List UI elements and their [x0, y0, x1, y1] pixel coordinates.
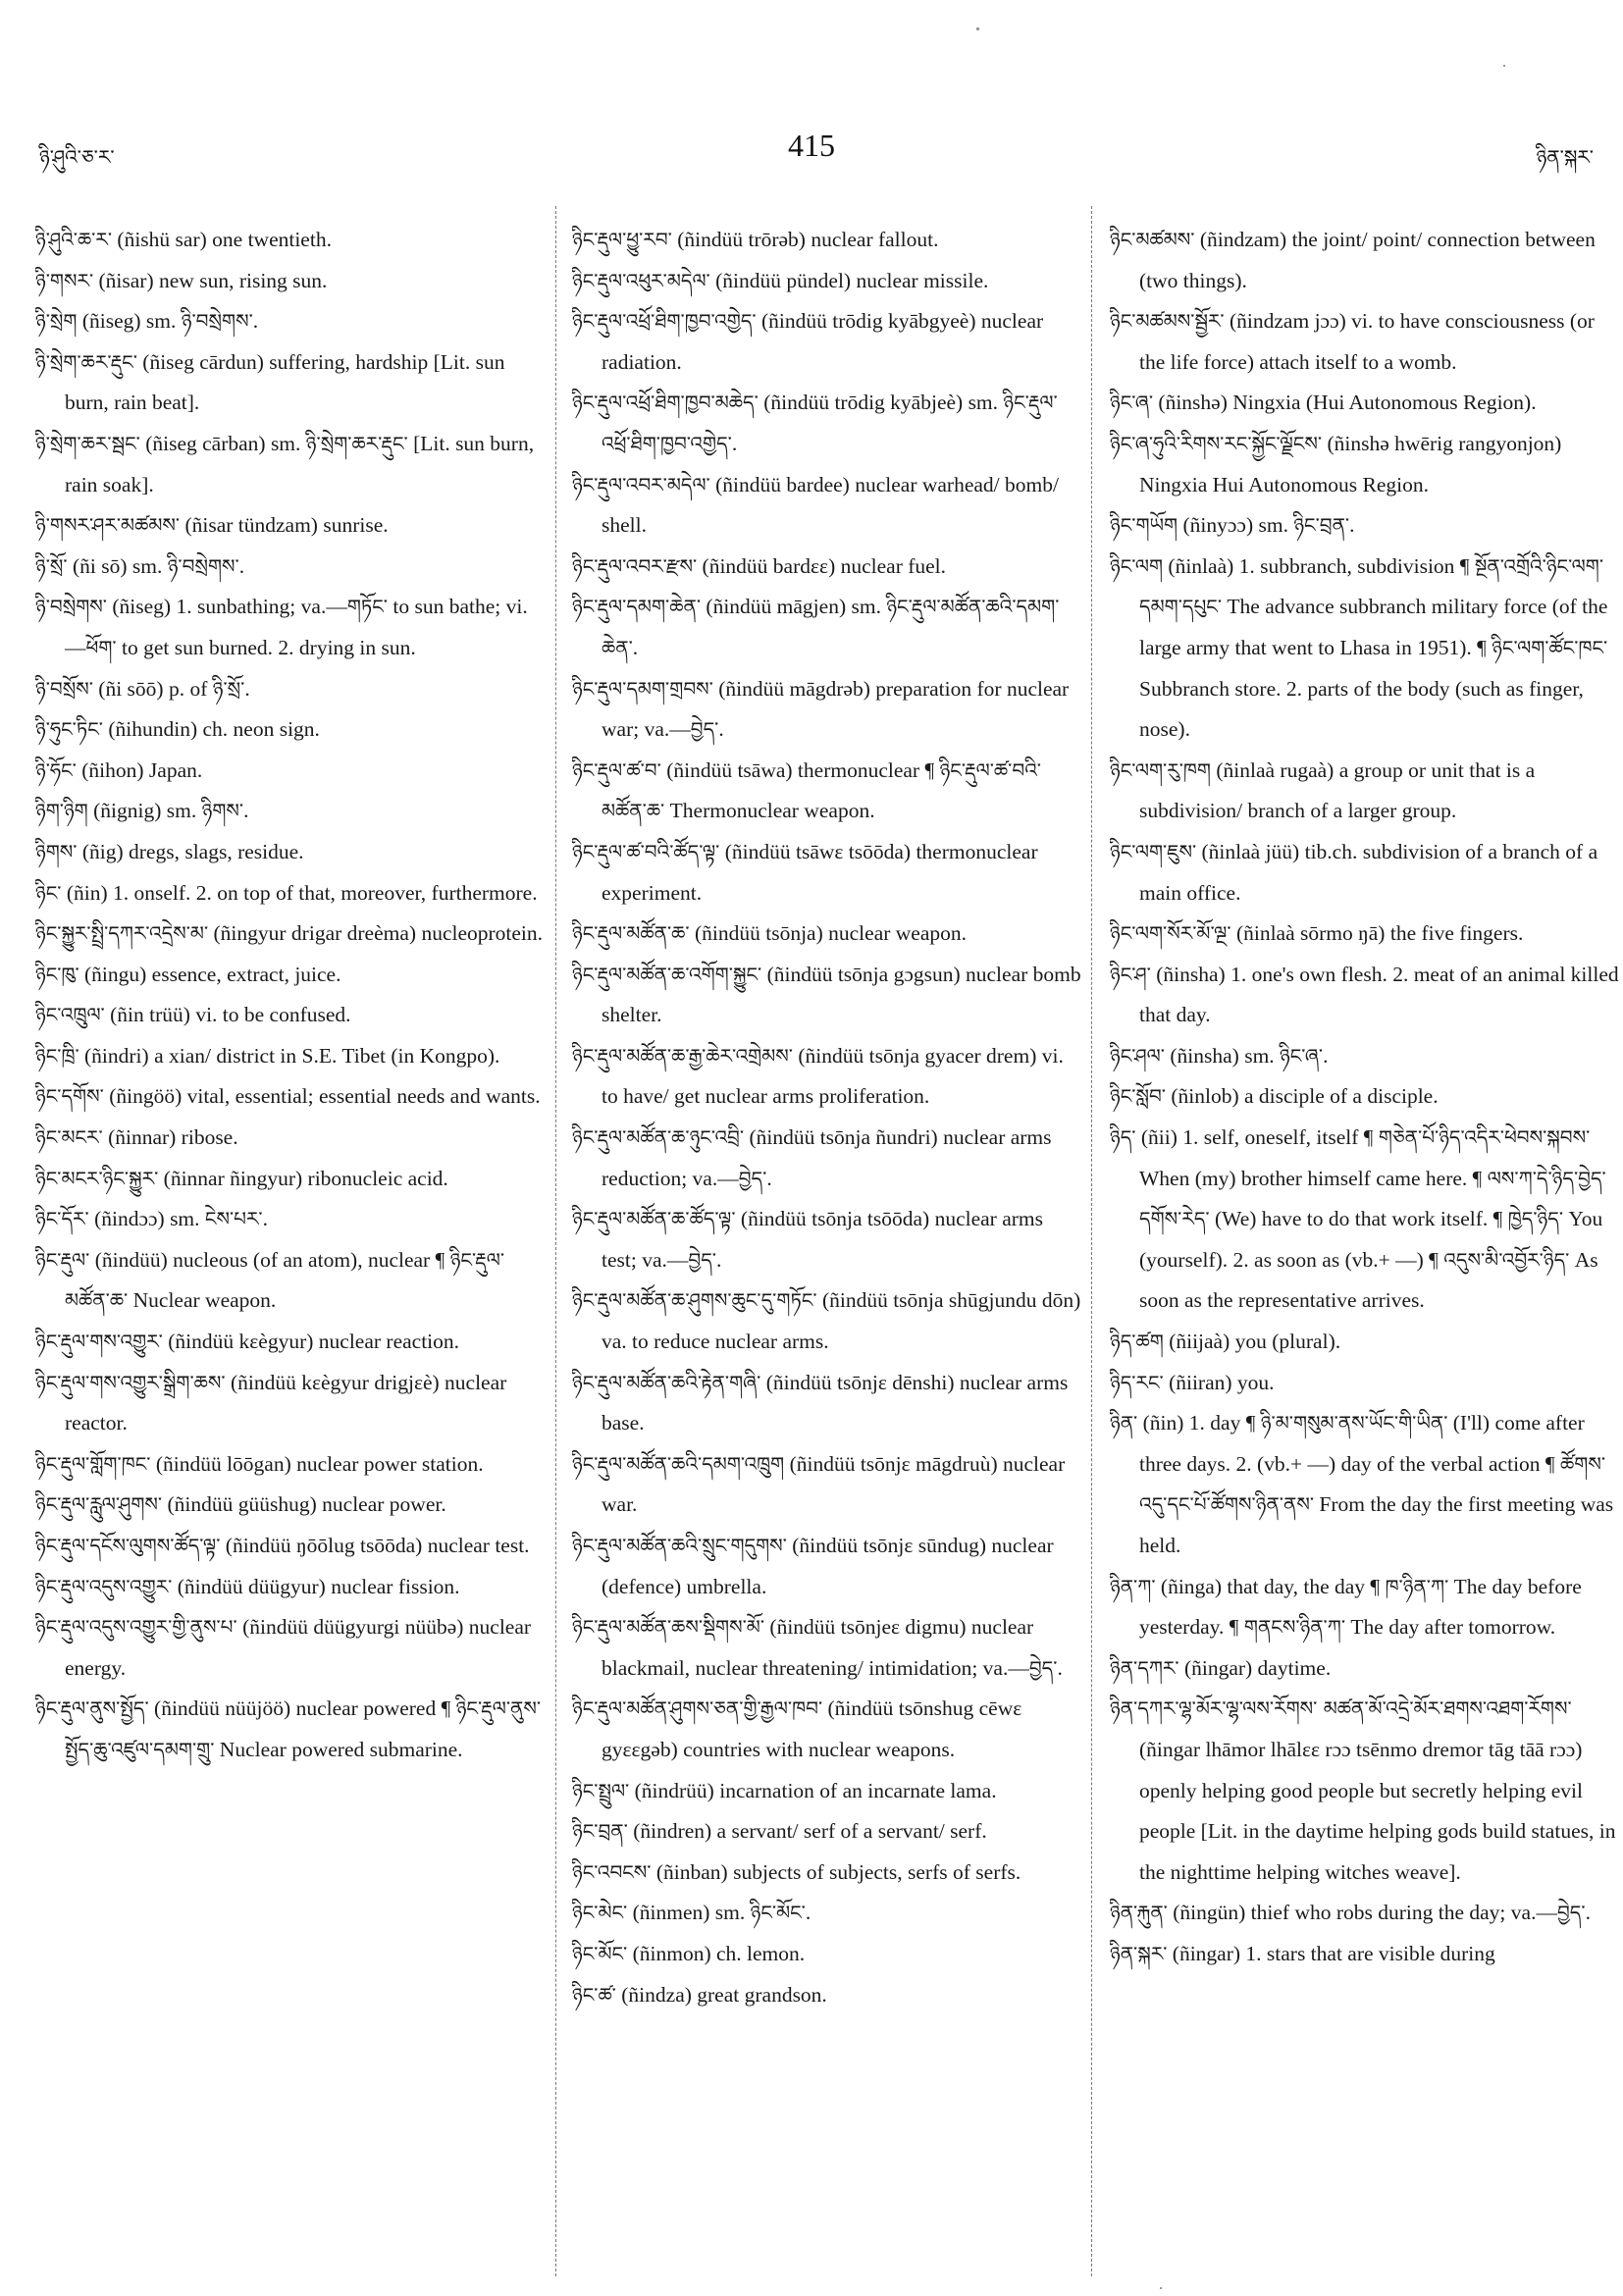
- scan-speck: [976, 27, 979, 30]
- dictionary-entry: ཉིང་རྡུལ་མཚོན་ཆའི་དམག་འཁྲུག (ñindüü tsōnjɛ māgdruù) nuclear war.: [572, 1451, 1066, 1517]
- dictionary-entry: ཉིང་རྡུལ་ (ñindüü) nucleous (of an atom), nuclear ¶ ཉིང་རྡུལ་མཚོན་ཆ་ Nuclear weapon.: [35, 1247, 505, 1313]
- dictionary-entry: ཉིང་རྡུལ་དམག་གྲབས་ (ñindüü māgdrəb) preparation for nuclear war; va.—བྱེད་.: [572, 676, 1070, 742]
- dictionary-entry: ཉིང་སྤྲུལ་ (ñindrüü) incarnation of an incarnate lama.: [572, 1778, 997, 1802]
- dictionary-entry: ཉི་གསར་ཤར་མཚམས་ (ñisar tündzam) sunrise.: [35, 513, 389, 538]
- dictionary-entry: ཉིང་རྡུལ་མཚོན་ཆ་ཤུགས་ཆུང་དུ་གཏོང་ (ñindüü tsōnja shūgjundu dōn) va. to reduce nuclear arms.: [572, 1288, 1081, 1354]
- dictionary-entry: ཉིང་ཚ་ (ñindza) great grandson.: [572, 1982, 827, 2007]
- dictionary-entry: ཉིང་མོང་ (ñinmon) ch. lemon.: [572, 1941, 806, 1965]
- dictionary-entry: ཉིང་སློབ་ (ñinlob) a disciple of a disciple.: [1110, 1084, 1439, 1109]
- dictionary-entry: ཉིན་སྐར་ (ñingar) 1. stars that are visible during: [1110, 1941, 1495, 1965]
- dictionary-entry: ཉིང་ལག་ཇུས་ (ñinlaà jüü) tib.ch. subdivision of a branch of a main office.: [1110, 839, 1598, 905]
- dictionary-entry: ཉིང་ལག (ñinlaà) 1. subbranch, subdivision ¶ སྔོན་འགྲོའི་ཉིང་ལག་དམག་དཔུང་ The advance subbranch military force (of the large army that went to Lhasa in 1951). ¶ ཉིང་ལག་ཚོང་ཁང་ Subbranch store. 2. parts of the body (such as finger, nose).: [1110, 553, 1608, 742]
- dictionary-entry: ཉིང་མཚམས་ (ñindzam) the joint/ point/ connection between (two things).: [1110, 228, 1596, 292]
- running-head-right: ཉིན་སྐར་: [1536, 145, 1594, 169]
- dictionary-entry: ཉིག་ཉིག (ñignig) sm. ཉིགས་.: [35, 799, 249, 823]
- dictionary-entry: ཉིན་དཀར་ (ñingar) daytime.: [1110, 1655, 1332, 1680]
- dictionary-entry: ཉིང་མངར་ཉིང་སྐྱུར་ (ñinnar ñingyur) ribonucleic acid.: [35, 1166, 448, 1190]
- dictionary-entry: ཉི་གསར་ (ñisar) new sun, rising sun.: [35, 268, 328, 292]
- dictionary-entry: ཉིང་རྡུལ་མཚོན་ཆ་རྒྱ་ཆེར་འགྲེམས་ (ñindüü tsōnja gyacer drem) vi. to have/ get nuclear arms proliferation.: [572, 1043, 1064, 1109]
- dictionary-entry: ཉིང་རྡུལ་གློག་ཁང་ (ñindüü lōōgan) nuclear power station.: [35, 1451, 484, 1476]
- entry-column-2: [572, 220, 1082, 2270]
- dictionary-entry: ཉིང་སྐྱུར་སྤྲི་དཀར་འདྲེས་མ་ (ñingyur drigar dreèma) nucleoprotein.: [35, 921, 544, 946]
- dictionary-entry: ཉིང་རྡུལ་གས་འགྱུར་ (ñindüü kɛègyur) nuclear reaction.: [35, 1330, 460, 1354]
- dictionary-entry: ཉིང་རྡུལ་འདུས་འགྱུར་ (ñindüü düügyur) nuclear fission.: [35, 1574, 460, 1598]
- dictionary-entry: ཉིད་ (ñii) 1. self, oneself, itself ¶ གཅེན་པོ་ཉིད་འདིར་ཕེབས་སྐབས་ When (my) brother himself came here. ¶ ལས་ཀ་དེ་ཉིད་བྱེད་དགོས་རེད་ (We) have to do that work itself. ¶ ཁྱེད་ཉིད་ You (yourself). 2. as soon as (vb.+ —) ¶ འདུས་མི་འབྱོར་ཉིད་ As soon as the representative arrives.: [1110, 1125, 1606, 1313]
- dictionary-entry: ཉིང་ཤལ་ (ñinsha) sm. ཉིང་ཞ་.: [1110, 1043, 1329, 1068]
- dictionary-entry: ཉིང་རྡུལ་མཚོན་ཆའི་སྲུང་གདུགས་ (ñindüü tsōnjɛ sūndug) nuclear (defence) umbrella.: [572, 1534, 1054, 1598]
- column-divider: [555, 206, 556, 2276]
- dictionary-entry: ཉིད་ཚག (ñiijaà) you (plural).: [1110, 1330, 1341, 1354]
- dictionary-entry: ཉིང་ (ñin) 1. onself. 2. on top of that, moreover, furthermore.: [35, 880, 538, 905]
- dictionary-entry: ཉིང་རྡུལ་ནུས་སྤྱོད་ (ñindüü nüüjöö) nuclear powered ¶ ཉིང་རྡུལ་ནུས་སྤྱོད་ཆུ་འཛུལ་དམག་གྲུ་ Nuclear powered submarine.: [35, 1696, 542, 1761]
- dictionary-entry: ཉིང་བྲན་ (ñindren) a servant/ serf of a servant/ serf.: [572, 1819, 987, 1844]
- scan-speck: [1503, 65, 1505, 67]
- dictionary-entry: ཉིང་རྡུལ་འཕྲོ་ཐིག་ཁྱབ་འགྱེད་ (ñindüü trōdig kyābgyeè) nuclear radiation.: [572, 309, 1044, 374]
- dictionary-entry: ཉི་ཧུང་ཏིང་ (ñihundin) ch. neon sign.: [35, 717, 320, 742]
- dictionary-entry: ཉིང་རྡུལ་འདུས་འགྱུར་གྱི་ནུས་པ་ (ñindüü düügyurgi nüübə) nuclear energy.: [35, 1615, 532, 1680]
- dictionary-entry: ཉིང་རྡུལ་མཚོན་ཆའི་རྟེན་གཞི་ (ñindüü tsōnjɛ dēnshi) nuclear arms base.: [572, 1370, 1069, 1435]
- dictionary-entry: ཉིང་རྡུལ་དམག་ཆེན་ (ñindüü māgjen) sm. ཉིང་རྡུལ་མཚོན་ཆའི་དམག་ཆེན་.: [572, 595, 1060, 659]
- dictionary-entry: ཉིང་ཤ་ (ñinsha) 1. one's own flesh. 2. meat of an animal killed that day.: [1110, 962, 1619, 1027]
- dictionary-entry: ཉིང་ཁུ་ (ñingu) essence, extract, juice.: [35, 962, 341, 986]
- dictionary-entry: ཉི་ཧོང་ (ñihon) Japan.: [35, 757, 203, 782]
- entry-column-1: [35, 220, 544, 2270]
- dictionary-entry: ཉིང་རྡུལ་དངོས་ལུགས་ཚོད་ལྟ་ (ñindüü ŋōōlug tsōōda) nuclear test.: [35, 1534, 530, 1557]
- dictionary-entry: ཉིང་དགོས་ (ñingöö) vital, essential; essential needs and wants.: [35, 1084, 541, 1109]
- dictionary-entry: ཉི་བསྲོས་ (ñi sōō) p. of ཉི་སྲོ་.: [35, 676, 250, 701]
- dictionary-entry: ཉིན་ (ñin) 1. day ¶ ཉི་མ་གསུམ་ནས་ཡོང་གི་ཡིན་ (I'll) come after three days. 2. (vb.+ —) day of the verbal action ¶ ཚོགས་འདུ་དང་པོ་ཚོགས་ཉིན་ནས་ From the day the first meeting was held.: [1110, 1411, 1614, 1557]
- dictionary-entry: ཉི་བསྲེགས་ (ñiseg) 1. sunbathing; va.—གཏོང་ to sun bathe; vi.—ཕོག་ to get sun burned. 2. drying in sun.: [35, 595, 528, 659]
- dictionary-entry: ཉི་ཤུའི་ཆ་ར་ (ñishü sar) one twentieth.: [35, 228, 332, 251]
- dictionary-entry: ཉིན་ཀ་ (ñinga) that day, the day ¶ ཁ་ཉིན་ཀ་ The day before yesterday. ¶ གནངས་ཉིན་ཀ་ The day after tomorrow.: [1110, 1574, 1582, 1640]
- dictionary-entry: ཉིན་དཀར་ལྷ་མོར་ལྷ་ལས་རོགས་ མཚན་མོ་འདྲེ་མོར་ཐགས་འཐག་རོགས་ (ñingar lhāmor lhālɛɛ rɔɔ tsēnmo dremor tāg tāā rɔɔ) openly helping good people but secretly helping evil people [Lit. in the daytime helping gods build statues, in the nighttime helping witches weave].: [1110, 1696, 1616, 1884]
- dictionary-entry: ཉིང་དོར་ (ñindɔɔ) sm. ངེས་པར་.: [35, 1207, 269, 1231]
- column-divider: [1091, 206, 1092, 2276]
- dictionary-entry: ཉིང་རྡུལ་ཚ་བའི་ཚོད་ལྟ་ (ñindüü tsāwɛ tsōōda) thermonuclear experiment.: [572, 839, 1038, 905]
- dictionary-entry: ཉིང་རྡུལ་ཕྱུ་རབ་ (ñindüü trōrəb) nuclear fallout.: [572, 228, 939, 251]
- dictionary-entry: ཉི་སྲོ་ (ñi sō) sm. ཉི་བསྲེགས་.: [35, 553, 245, 578]
- dictionary-entry: ཉི་སྲེག་ཆར་རྡུང་ (ñiseg cārdun) suffering, hardship [Lit. sun burn, rain beat].: [35, 349, 505, 415]
- dictionary-entry: ཉིད་རང་ (ñiiran) you.: [1110, 1370, 1275, 1394]
- dictionary-entry: ཉིང་ལག་རུ་ཁག (ñinlaà rugaà) a group or unit that is a subdivision/ branch of a larger group.: [1110, 757, 1536, 823]
- dictionary-entry: ཉིན་རྐུན་ (ñingün) thief who robs during the day; va.—བྱེད་.: [1110, 1901, 1591, 1925]
- dictionary-entry: ཉིང་ཞ་ (ñinshə) Ningxia (Hui Autonomous Region).: [1110, 391, 1537, 415]
- dictionary-entry: ཉིང་རྡུལ་འཕུར་མདེལ་ (ñindüü pündel) nuclear missile.: [572, 268, 989, 292]
- dictionary-entry: ཉིང་རྡུལ་རླུལ་ཤུགས་ (ñindüü güüshug) nuclear power.: [35, 1492, 446, 1517]
- dictionary-entry: ཉིང་མངར་ (ñinnar) ribose.: [35, 1125, 238, 1150]
- dictionary-entry: ཉིང་རྡུལ་ཚ་བ་ (ñindüü tsāwa) thermonuclear ¶ ཉིང་རྡུལ་ཚ་བའི་མཚོན་ཆ་ Thermonuclear weapon.: [572, 757, 1041, 823]
- dictionary-entry: ཉིང་གཡོག (ñinyɔɔ) sm. ཉིང་བྲན་.: [1110, 513, 1355, 538]
- dictionary-entry: ཉིང་རྡུལ་མཚོན་ཆ་ཚོད་ལྟ་ (ñindüü tsōnja tsōōda) nuclear arms test; va.—བྱེད་.: [572, 1207, 1044, 1272]
- dictionary-entry: ཉི་སྲེག (ñiseg) sm. ཉི་བསྲེགས་.: [35, 309, 259, 334]
- page-number: 415: [788, 128, 835, 163]
- dictionary-entry: ཉིང་ལག་སོར་མོ་ལྔ་ (ñinlaà sōrmo ŋā) the five fingers.: [1110, 921, 1524, 946]
- dictionary-entry: ཉིང་མེང་ (ñinmen) sm. ཉིང་མོང་.: [572, 1901, 812, 1925]
- dictionary-entry: ཉིང་ཞ་ཧུའི་རིགས་རང་སྐྱོང་ལྗོངས་ (ñinshə hwērig rangyonjon) Ningxia Hui Autonomous Region.: [1110, 431, 1562, 496]
- dictionary-entry: ཉིང་རྡུལ་མཚོན་ཆ་ (ñindüü tsōnja) nuclear weapon.: [572, 921, 968, 946]
- dictionary-entry: ཉིང་རྡུལ་འཕྲོ་ཐིག་ཁྱབ་མཆེད་ (ñindüü trōdig kyābjeè) sm. ཉིང་རྡུལ་འཕྲོ་ཐིག་ཁྱབ་འགྱེད་.: [572, 391, 1058, 455]
- running-head-left: ཉི་ཤུའི་ཅ་ར་: [39, 145, 115, 169]
- dictionary-entry: ཉིང་རྡུལ་མཚོན་ཤུགས་ཅན་གྱི་རྒྱལ་ཁབ་ (ñindüü tsōnshug cēwɛ gyɛɛgəb) countries with nuclear weapons.: [572, 1696, 1022, 1761]
- dictionary-entry: ཉིང་རྡུལ་མཚོན་ཆ་འགོག་སྐྱུང་ (ñindüü tsōnja gɔgsun) nuclear bomb shelter.: [572, 962, 1081, 1027]
- dictionary-entry: ཉིང་རྡུལ་མཚོན་ཆ་ཉུང་འབྲི་ (ñindüü tsōnja ñundri) nuclear arms reduction; va.—བྱེད་.: [572, 1125, 1052, 1190]
- dictionary-entry: ཉིགས་ (ñig) dregs, slags, residue.: [35, 839, 304, 863]
- dictionary-entry: ཉིང་ཁྲི་ (ñindri) a xian/ district in S.E. Tibet (in Kongpo).: [35, 1043, 500, 1068]
- dictionary-entry: ཉིང་རྡུལ་མཚོན་ཆས་སྡིགས་མོ་ (ñindüü tsōnjeɛ digmu) nuclear blackmail, nuclear threatening/ intimidation; va.—བྱེད་.: [572, 1615, 1063, 1680]
- dictionary-entry: ཉིང་མཚམས་སྦྱོར་ (ñindzam jɔɔ) vi. to have consciousness (or the life force) attach itself to a womb.: [1110, 309, 1595, 374]
- dictionary-entry: ཉིང་འཁྲུལ་ (ñin trüü) vi. to be confused.: [35, 1003, 351, 1027]
- scan-speck: [1160, 2287, 1162, 2289]
- dictionary-entry: ཉི་སྲེག་ཆར་སྦང་ (ñiseg cārban) sm. ཉི་སྲེག་ཆར་རྡུང་ [Lit. sun burn, rain soak].: [35, 431, 535, 496]
- dictionary-entry: ཉིང་རྡུལ་འབར་མདེལ་ (ñindüü bardee) nuclear warhead/ bomb/ shell.: [572, 472, 1059, 538]
- dictionary-entry: ཉིང་རྡུལ་གས་འགྱུར་སྒྲིག་ཆས་ (ñindüü kɛègyur drigjɛè) nuclear reactor.: [35, 1370, 507, 1435]
- dictionary-entry: ཉིང་འབངས་ (ñinban) subjects of subjects, serfs of serfs.: [572, 1859, 1021, 1884]
- dictionary-entry: ཉིང་རྡུལ་འབར་རྫས་ (ñindüü bardɛɛ) nuclear fuel.: [572, 553, 947, 578]
- entry-column-3: [1110, 220, 1620, 2270]
